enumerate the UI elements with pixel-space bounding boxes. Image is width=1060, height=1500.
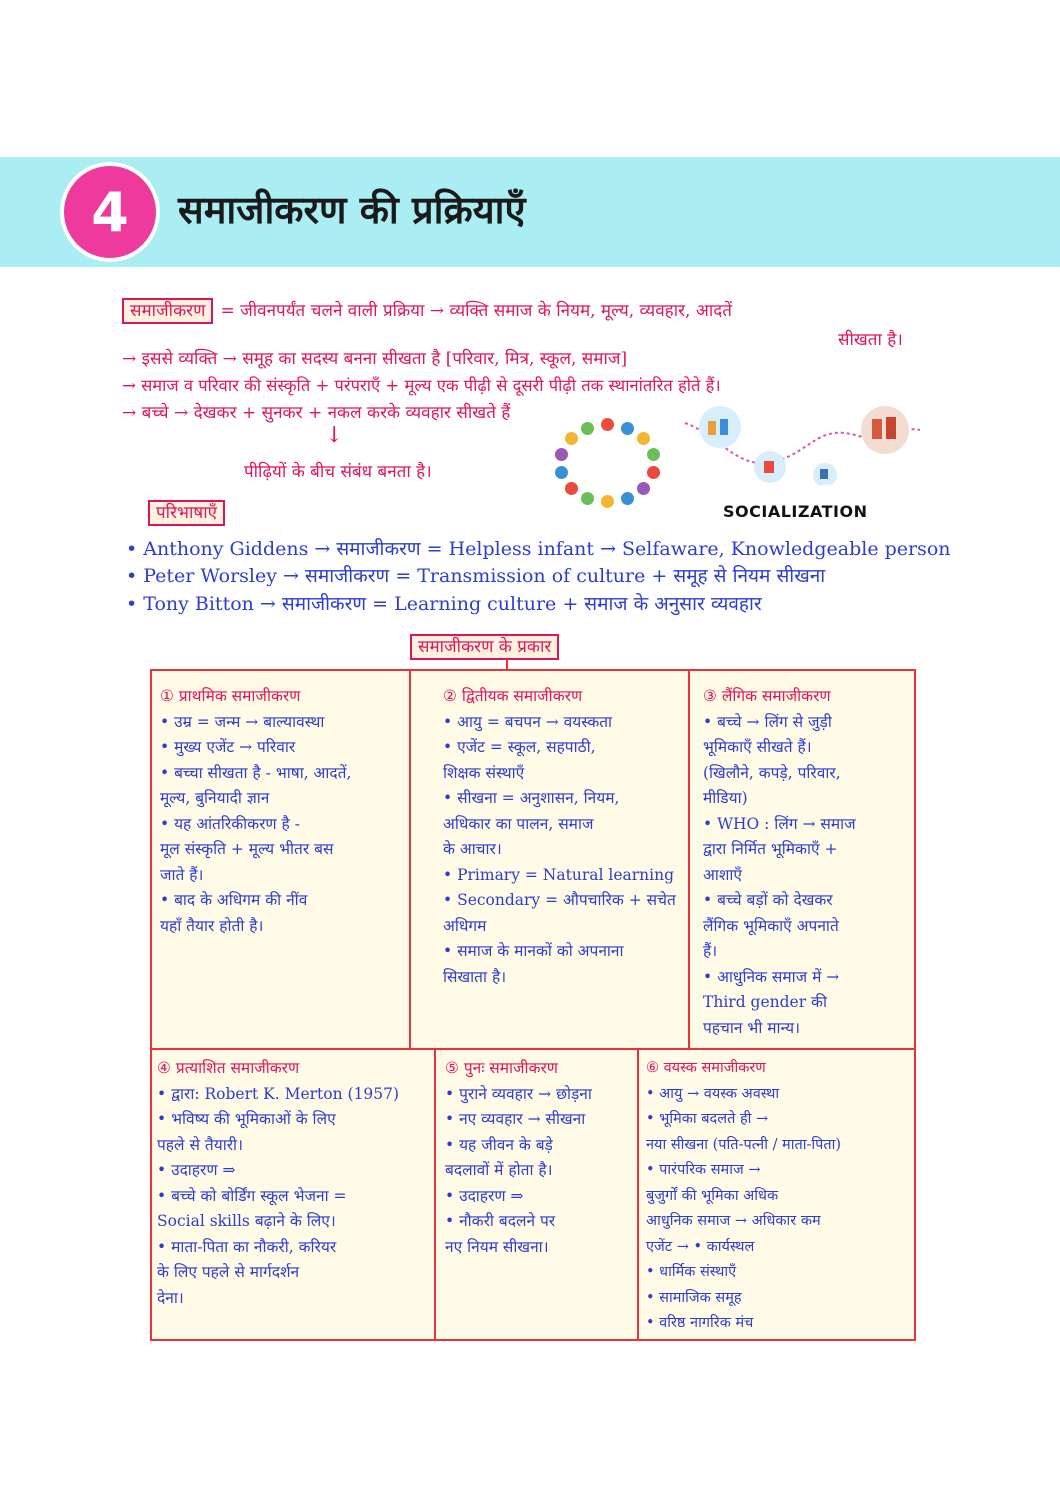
cell-line: जाते हैं। <box>160 865 204 884</box>
cell-line: • Secondary = औपचारिक + सचेत <box>443 891 676 909</box>
intro-line-1: = जीवनपर्यंत चलने वाली प्रक्रिया → व्यक्ति समाज के नियम, मूल्य, व्यवहार, आदतें <box>220 301 732 321</box>
cell-line: आधुनिक समाज → अधिकार कम <box>646 1213 821 1229</box>
cell-line: सिखाता है। <box>443 967 507 986</box>
cell-line: देना। <box>157 1288 184 1307</box>
cell-line: द्वारा निर्मित भूमिकाएँ + <box>703 840 838 858</box>
cell-line: एजेंट → • कार्यस्थल <box>646 1238 755 1255</box>
type-cell-resocialization <box>445 1056 592 1260</box>
cell-line: • यह जीवन के बड़े <box>445 1135 553 1154</box>
cell-line: • नए व्यवहार → सीखना <box>445 1110 586 1128</box>
cell-title: ④ प्रत्याशित समाजीकरण <box>157 1059 300 1077</box>
cell-line: भूमिकाएँ सीखते हैं। <box>703 738 812 756</box>
cell-line: • मुख्य एजेंट → परिवार <box>160 738 296 756</box>
type-cell-secondary <box>443 684 676 990</box>
intro-line-3: → समाज व परिवार की संस्कृति + परंपराएँ + मूल्य एक पीढ़ी से दूसरी पीढ़ी तक स्थानांतरित होते हैं। <box>122 376 721 395</box>
cell-title: ② द्वितीयक समाजीकरण <box>443 687 583 705</box>
definitions-label: परिभाषाएँ <box>148 500 225 526</box>
chapter-number: 4 <box>91 180 129 244</box>
cell-line: • सामाजिक समूह <box>646 1289 742 1306</box>
cell-line: अधिकार का पालन, समाज <box>443 814 594 833</box>
cell-line: • एजेंट = स्कूल, सहपाठी, <box>443 738 596 756</box>
cell-line: • यह आंतरिकीकरण है - <box>160 814 300 833</box>
chapter-title: समाजीकरण की प्रक्रियाएँ <box>178 188 526 232</box>
cell-line: के लिए पहले से मार्गदर्शन <box>157 1263 300 1281</box>
definition-item: • Anthony Giddens → समाजीकरण = Helpless infant → Selfaware, Knowledgeable person <box>126 538 951 560</box>
cell-line: • द्वारा: Robert K. Merton (1957) <box>157 1084 400 1103</box>
cell-line: • बच्चे बड़ों को देखकर <box>703 891 833 909</box>
cell-title: ⑤ पुनः समाजीकरण <box>445 1059 559 1077</box>
cell-title: ⑥ वयस्क समाजीकरण <box>646 1060 766 1076</box>
cell-line: • WHO : लिंग → समाज <box>703 814 856 833</box>
cell-line: • Primary = Natural learning <box>443 865 674 884</box>
types-label: समाजीकरण के प्रकार <box>410 634 559 660</box>
cell-line: • सीखना = अनुशासन, नियम, <box>443 789 620 807</box>
cell-line: लैंगिक भूमिकाएँ अपनाते <box>703 916 839 935</box>
cell-line: • समाज के मानकों को अपनाना <box>443 942 624 960</box>
cell-line: के आचार। <box>443 840 502 858</box>
cell-line: यहाँ तैयार होती है। <box>160 916 264 935</box>
cell-line: • माता-पिता का नौकरी, करियर <box>157 1237 337 1256</box>
cell-line: (खिलौने, कपड़े, परिवार, <box>703 763 841 782</box>
cell-line: • आयु = बचपन → वयस्कता <box>443 712 613 731</box>
cell-title: ③ लैंगिक समाजीकरण <box>703 687 831 705</box>
definition-item: • Tony Bitton → समाजीकरण = Learning culture + समाज के अनुसार व्यवहार <box>126 593 762 615</box>
type-cell-gender <box>703 684 856 1041</box>
cell-line: • आयु → वयस्क अवस्था <box>646 1085 780 1102</box>
cell-line: अधिगम <box>443 916 487 935</box>
divider <box>434 1050 436 1339</box>
cell-line: पहले से तैयारी। <box>157 1135 243 1154</box>
cell-line: पहचान भी मान्य। <box>703 1018 800 1037</box>
cell-line: • भूमिका बदलते ही → <box>646 1111 769 1127</box>
cell-line: • भविष्य की भूमिकाओं के लिए <box>157 1110 336 1128</box>
socialization-illustration <box>680 405 925 485</box>
chapter-number-badge <box>60 162 160 262</box>
cell-line: Social skills बढ़ाने के लिए। <box>157 1212 336 1230</box>
cell-line: नया सीखना (पति-पत्नी / माता-पिता) <box>646 1136 842 1153</box>
divider <box>409 671 411 1050</box>
cell-line: बुजुर्गों की भूमिका अधिक <box>646 1187 779 1204</box>
cell-line: • बच्चे को बोर्डिंग स्कूल भेजना = <box>157 1186 347 1205</box>
cell-line: • पुराने व्यवहार → छोड़ना <box>445 1084 592 1103</box>
cell-line: • नौकरी बदलने पर <box>445 1212 556 1230</box>
cell-line: • उम्र = जन्म → बाल्यावस्था <box>160 712 325 731</box>
cell-line: बदलावों में होता है। <box>445 1161 553 1179</box>
type-cell-adult <box>646 1056 841 1337</box>
cell-line: आशाएँ <box>703 865 742 884</box>
cell-line: शिक्षक संस्थाएँ <box>443 763 525 782</box>
cell-line: • पारंपरिक समाज → <box>646 1162 761 1178</box>
down-arrow: ↓ <box>325 423 344 448</box>
intro-line-4: → बच्चे → देखकर + सुनकर + नकल करके व्यवहार सीखते हैं <box>122 403 511 423</box>
cell-line: • बाद के अधिगम की नींव <box>160 891 308 909</box>
divider <box>637 1050 639 1339</box>
intro-line-5: पीढ़ियों के बीच संबंध बनता है। <box>244 462 432 482</box>
cell-line: • आधुनिक समाज में → <box>703 967 840 986</box>
cell-line: मूल संस्कृति + मूल्य भीतर बस <box>160 840 334 858</box>
children-circle-illustration <box>553 418 663 508</box>
type-cell-anticipatory <box>157 1056 399 1311</box>
divider <box>152 1048 914 1050</box>
cell-title: ① प्राथमिक समाजीकरण <box>160 687 301 705</box>
cell-line: मीडिया) <box>703 789 748 807</box>
intro-line-2: → इससे व्यक्ति → समूह का सदस्य बनना सीखता है [परिवार, मित्र, स्कूल, समाज] <box>122 349 628 369</box>
cell-line: • धार्मिक संस्थाएँ <box>646 1264 737 1280</box>
cell-line: • उदाहरण ⇒ <box>157 1161 236 1179</box>
term-label: समाजीकरण <box>122 298 213 324</box>
definition-item: • Peter Worsley → समाजीकरण = Transmission of culture + समूह से नियम सीखना <box>126 565 826 587</box>
cell-line: • बच्चा सीखता है - भाषा, आदतें, <box>160 763 352 782</box>
cell-line: नए नियम सीखना। <box>445 1237 549 1256</box>
cell-line: हैं। <box>703 942 718 960</box>
cell-line: • बच्चे → लिंग से जुड़ी <box>703 712 832 731</box>
type-cell-primary <box>160 684 351 939</box>
cell-line: मूल्य, बुनियादी ज्ञान <box>160 789 270 807</box>
divider <box>688 671 690 1050</box>
socialization-label: SOCIALIZATION <box>723 502 868 521</box>
cell-line: • उदाहरण ⇒ <box>445 1186 524 1205</box>
intro-line-1b: सीखता है। <box>838 330 903 350</box>
cell-line: • वरिष्ठ नागरिक मंच <box>646 1315 754 1331</box>
cell-line: Third gender की <box>703 993 827 1011</box>
